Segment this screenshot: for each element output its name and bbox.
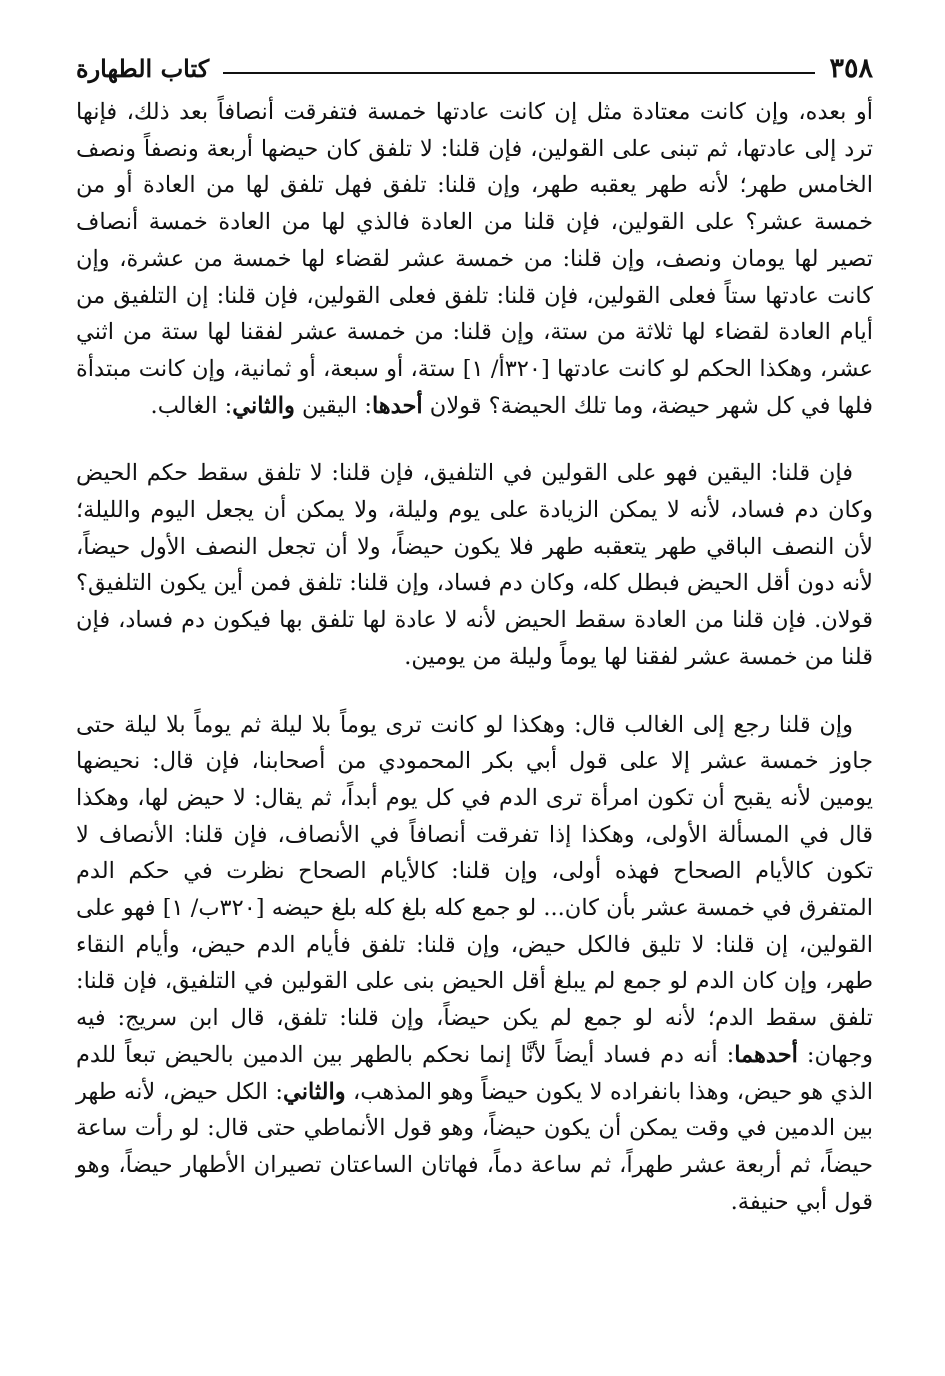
bold-term-wal-thani: والثاني xyxy=(282,1078,346,1105)
paragraph-text: : اليقين xyxy=(294,392,372,419)
paragraph-text: وإن قلنا رجع إلى الغالب قال: وهكذا لو كانت ترى يوماً بلا ليلة ثم يوماً بلا ليلة حتى جاوز خمسة عشر إلا على قول أبي بكر المحمودي من أصحابنا، فإن قال: نحيضها يومين لأنه يقبح أن تكون امرأة ترى الدم في كل يوم أبداً، ثم يقال: لا حيض لها، وهكذا قال في المسألة الأولى، وهكذا إذا تفرقت أنصافاً في الأنصاف، فإن قلنا: الأنصاف لا تكون كالأيام الصحاح فهذه أولى، وإن قلنا: كالأيام الصحاح نظرت في حكم الدم المتفرق في خمسة عشر بأن كان... لو جمع كله بلغ كله بلغ حيضه [٣٢٠ب/ ١] فهو على القولين، إن قلنا: لا تليق فالكل حيض، وإن قلنا: تلفق فأيام الدم حيض، وأيام النقاء طهر، وإن كان الدم لو جمع لم يبلغ أقل الحيض بنى على القولين في التلفيق، فإن قلنا: تلفق سقط الدم؛ لأنه لو جمع لم يكن حيضاً، وإن قلنا: تلفق، قال ابن سريج: فيه وجهان: xyxy=(76,711,873,1068)
paragraph-text: فإن قلنا: اليقين فهو على القولين في التلفيق، فإن قلنا: لا تلفق سقط حكم الحيض وكان دم فساد، لأنه لا يمكن الزيادة على يوم وليلة، ولا يمكن أن يجعل اليوم والليلة؛ لأن النصف الباقي طهر يتعقبه طهر فلا يكون حيضاً، ولا أن تجعل النصف الأول حيضاً، لأنه دون أقل الحيض فبطل كله، وكان دم فساد، وإن قلنا: تلفق فمن أين يكون التلفيق؟ قولان. فإن قلنا من العادة سقط الحيض لأنه لا عادة لها تلفق بها فيكون دم فساد، فإن قلنا من خمسة عشر لفقنا لها يوماً وليلة من يومين. xyxy=(76,460,873,670)
header-rule xyxy=(223,72,815,74)
page-header xyxy=(76,48,873,88)
running-title: كتاب الطهارة xyxy=(76,53,210,83)
paragraph-text: : الغالب. xyxy=(150,392,233,419)
paragraph-1 xyxy=(76,94,873,424)
paragraph-text: أو بعده، وإن كانت معتادة مثل إن كانت عادتها خمسة فتفرقت أنصافاً بعد ذلك، فإنها ترد إلى عادتها، ثم تبنى على القولين، فإن قلنا: لا تلفق كان حيضها أربعة ونصفاً ونصف الخامس طهر؛ لأنه طهر يعقبه طهر، وإن قلنا: تلفق فهل تلفق لها من العادة أو من خمسة عشر؟ على القولين، فإن قلنا من العادة فالذي لها من العادة خمسة أنصاف تصير لها يومان ونصف، وإن قلنا: من خمسة عشر لقضاء لها خمسة من عشرة، وإن كانت عادتها ستاً فعلى القولين، فإن قلنا: تلفق فعلى القولين، فإن قلنا: إن التلفيق من أيام العادة لقضاء لها ثلاثة من ستة، وإن قلنا: من خمسة عشر لفقنا لها ستة من اثني عشر، وهكذا الحكم لو كانت عادتها [٣٢٠أ/ ١] ستة، أو سبعة، أو ثمانية، وإن كانت مبتدأة فلها في كل شهر حيضة، وما تلك الحيضة؟ قولان xyxy=(76,99,873,419)
body-text xyxy=(76,94,873,1220)
bold-term-wal-thani: والثاني xyxy=(232,392,295,419)
page-number: ٣٥٨ xyxy=(829,52,873,84)
bold-term-ahaduha: أحدها xyxy=(371,392,423,419)
paragraph-2 xyxy=(76,455,873,675)
bold-term-ahaduhuma: أحدهما xyxy=(734,1041,798,1068)
paragraph-3 xyxy=(76,707,873,1221)
paragraph-text: : الكل حيض، لأنه طهر بين الدمين في وقت يمكن أن يكون حيضاً، وهو قول الأنماطي حتى قال: لو رأت ساعة حيضاً، ثم أربعة عشر طهراً، ثم ساعة دماً، فهاتان الساعتان تصيران الأطهار حيضاً، وهو قول أبي حنيفة. xyxy=(76,1078,873,1215)
paragraph-text: : أنه دم فساد أيضاً لأنَّا إنما نحكم بالطهر بين الدمين بالحيض تبعاً للدم الذي هو حيض، وهذا بانفراده لا يكون حيضاً وهو المذهب، xyxy=(76,1041,873,1105)
